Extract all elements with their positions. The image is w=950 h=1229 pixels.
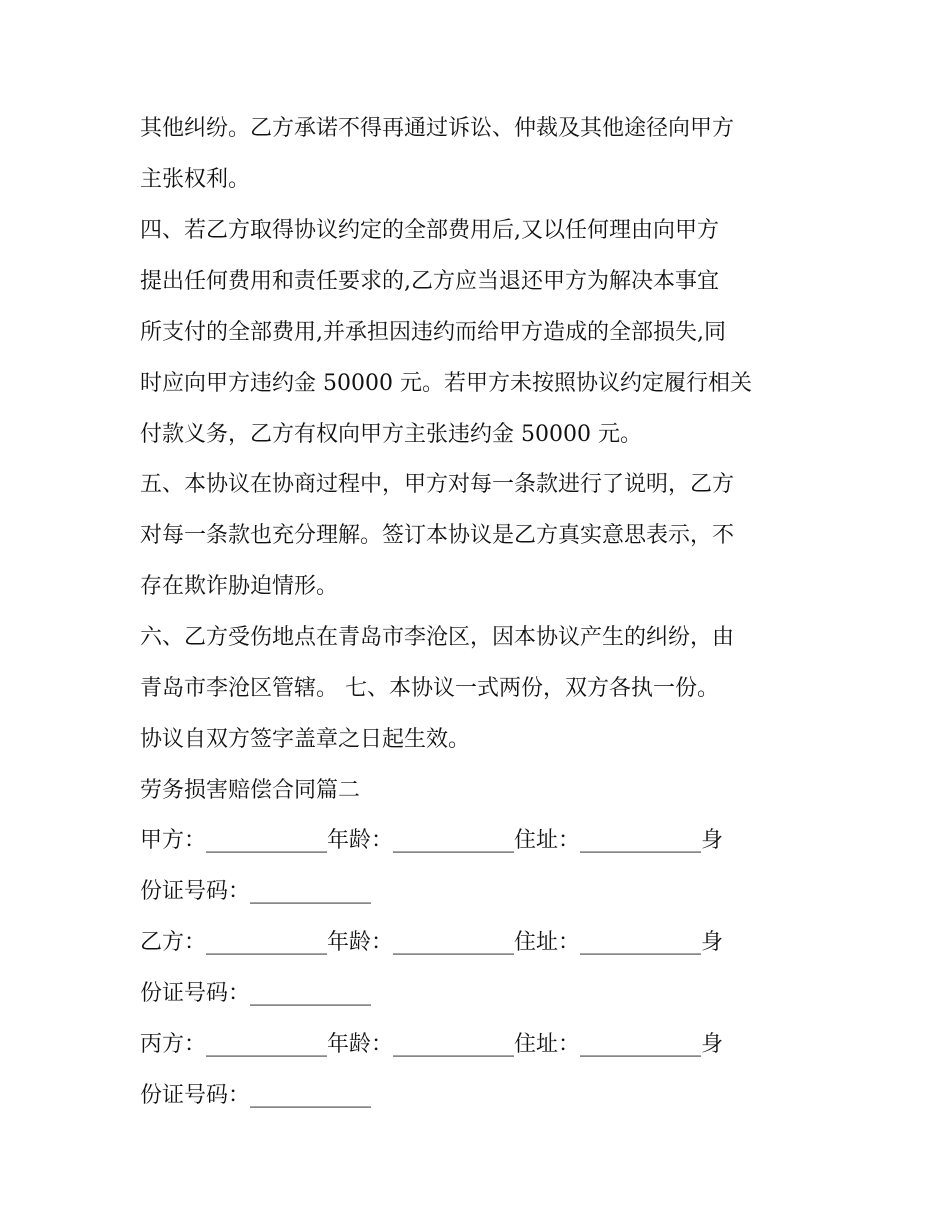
- section-title: 劳务损害赔偿合同篇二: [140, 778, 361, 803]
- party-a-line: 甲方：___________年龄：___________住址：___________身: [140, 828, 724, 853]
- text-line: 所支付的全部费用,并承担因违约而给甲方造成的全部损失,同: [140, 320, 726, 345]
- text-line: 付款义务，乙方有权向甲方主张违约金 50000 元。: [140, 422, 642, 447]
- text-line: 主张权利。: [140, 167, 251, 192]
- text-line: 对每一条款也充分理解。签订本协议是乙方真实意思表示，不: [140, 523, 735, 548]
- text-line: 六、乙方受伤地点在青岛市李沧区，因本协议产生的纠纷，由: [140, 625, 735, 650]
- party-c-id-line: 份证号码：___________: [140, 1083, 372, 1108]
- text-line: 五、本协议在协商过程中，甲方对每一条款进行了说明，乙方: [140, 472, 735, 497]
- text-line: 四、若乙方取得协议约定的全部费用后,又以任何理由向甲方: [140, 218, 719, 243]
- text-line: 时应向甲方违约金 50000 元。若甲方未按照协议约定履行相关: [140, 371, 752, 396]
- party-b-line: 乙方：___________年龄：___________住址：___________身: [140, 930, 724, 955]
- party-c-line: 丙方：___________年龄：___________住址：___________身: [140, 1032, 724, 1057]
- party-b-id-line: 份证号码：___________: [140, 981, 372, 1006]
- text-line: 青岛市李沧区管辖。 七、本协议一式两份，双方各执一份。: [140, 676, 719, 701]
- text-line: 协议自双方签字盖章之日起生效。: [140, 727, 471, 752]
- text-line: 其他纠纷。乙方承诺不得再通过诉讼、仲裁及其他途径向甲方: [140, 116, 735, 141]
- party-a-id-line: 份证号码：___________: [140, 879, 372, 904]
- text-line: 提出任何费用和责任要求的,乙方应当退还甲方为解决本事宜: [140, 269, 719, 294]
- text-line: 存在欺诈胁迫情形。: [140, 574, 339, 599]
